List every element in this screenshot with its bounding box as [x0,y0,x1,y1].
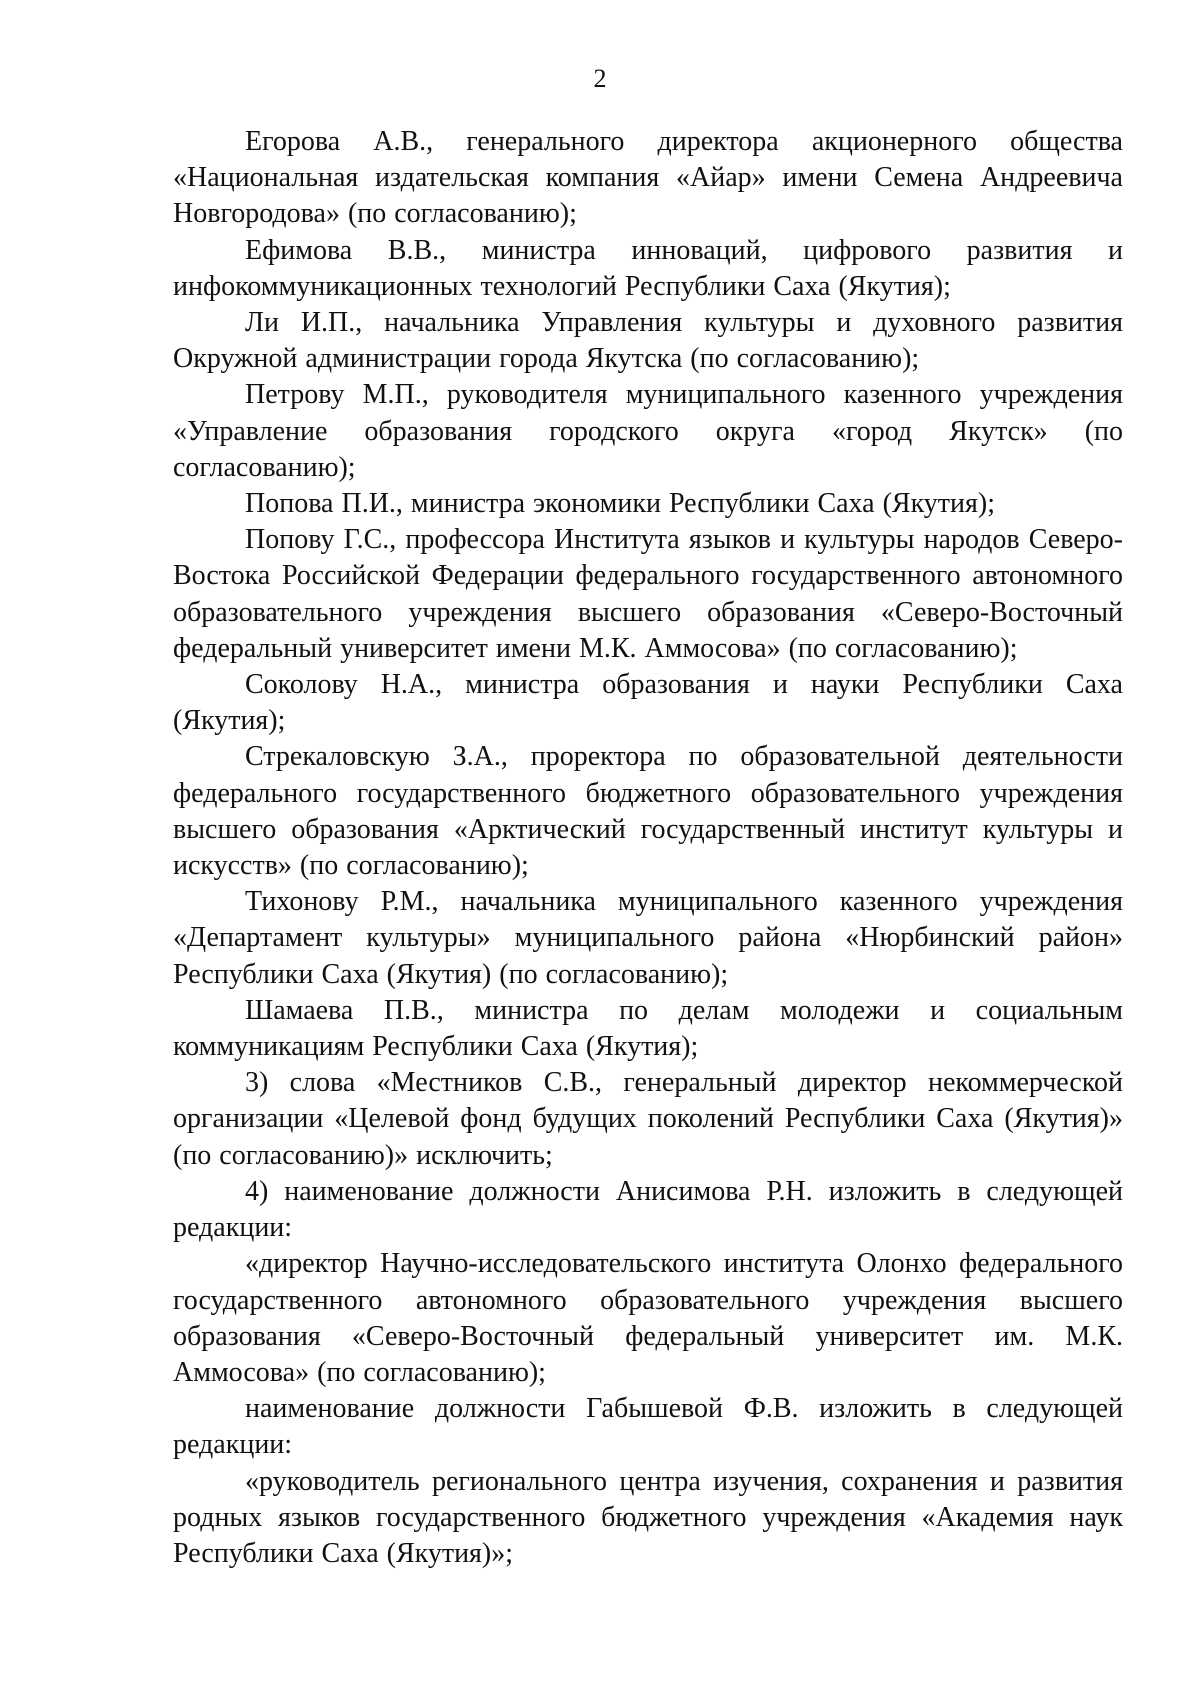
paragraph: Егорова А.В., генерального директора акционерного общества «Национальная издательская компания «Айар» имени Семена Андреевича Новгородова» (по согласованию); [173,126,1123,230]
paragraph: 4) наименование должности Анисимова Р.Н. изложить в следующей редакции: [173,1175,1123,1244]
paragraph: Шамаева П.В., министра по делам молодежи и социальным коммуникациям Республики Саха (Якутия); [173,994,1123,1063]
paragraph: Петрову М.П., руководителя муниципального казенного учреждения «Управление образования городского округа «город Якутск» (по согласованию); [173,379,1123,483]
paragraph: Ефимова В.В., министра инноваций, цифрового развития и инфокоммуникационных технологий Республики Саха (Якутия); [173,234,1123,302]
paragraph: Ли И.П., начальника Управления культуры и духовного развития Окружной администрации города Якутска (по согласованию); [173,307,1123,375]
paragraph: наименование должности Габышевой Ф.В. изложить в следующей редакции: [173,1393,1123,1461]
paragraph: «директор Научно-исследовательского института Олонхо федерального государственного автономного образовательного учреждения высшего образования «Северо-Восточный федеральный университет им. М.К. Аммосова» (по согласованию); [173,1248,1123,1388]
document-body [173,124,1123,1572]
paragraph: Попову Г.С., профессора Института языков и культуры народов Северо-Востока Российской Федерации федерального государственного автономного образовательного учреждения высшего образования «Северо-Восточный федеральный университет имени М.К. Аммосова» (по согласованию); [173,524,1123,664]
paragraph: Стрекаловскую З.А., проректора по образовательной деятельности федерального государственного бюджетного образовательного учреждения высшего образования «Арктический государственный институт культуры и искусств» (по согласованию); [173,741,1123,882]
paragraph: Попова П.И., министра экономики Республики Саха (Якутия); [245,488,996,520]
paragraph: Соколову Н.А., министра образования и науки Республики Саха (Якутия); [173,669,1123,737]
paragraph: Тихонову Р.М., начальника муниципального казенного учреждения «Департамент культуры» муниципального района «Нюрбинский район» Республики Саха (Якутия) (по согласованию); [173,886,1123,990]
paragraph: «руководитель регионального центра изучения, сохранения и развития родных языков государственного бюджетного учреждения «Академия наук Республики Саха (Якутия)»; [173,1465,1123,1569]
page-number: 2 [593,64,607,93]
paragraph: 3) слова «Местников С.В., генеральный директор некоммерческой организации «Целевой фонд будущих поколений Республики Саха (Якутия)» (по согласованию)» исключить; [173,1067,1123,1171]
